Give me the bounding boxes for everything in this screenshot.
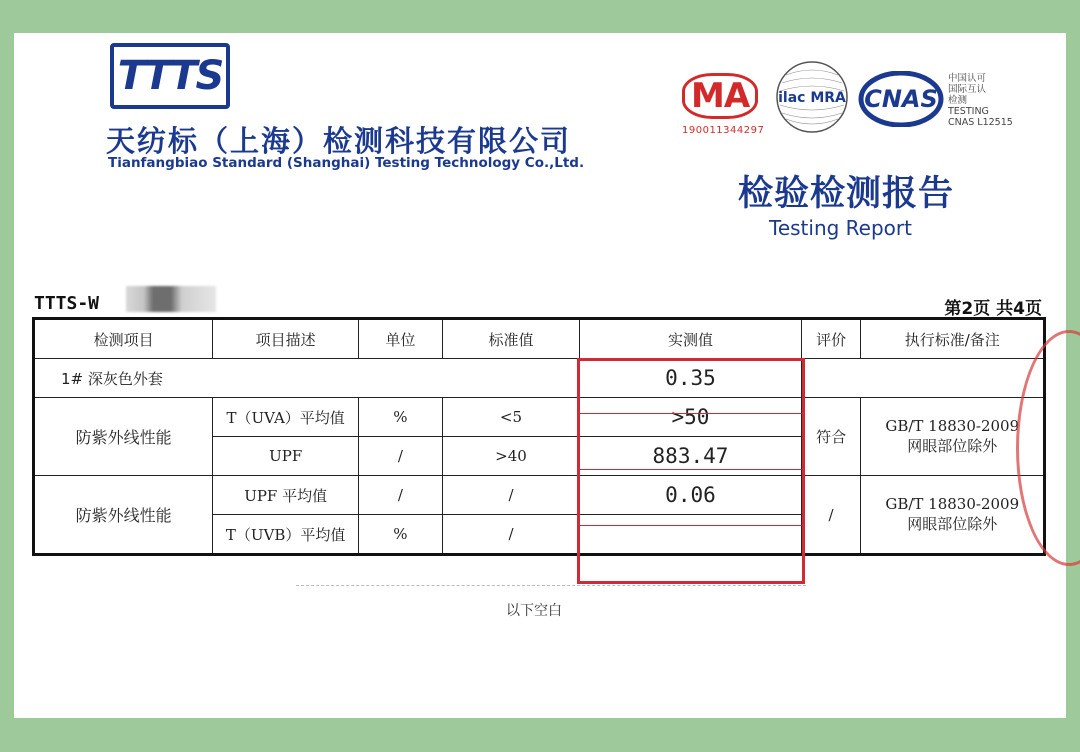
redacted-area [126,286,216,312]
cnas-text: CNAS [864,85,938,113]
standard-note-cell [861,476,1045,555]
standard-note: 网眼部位除外 [907,437,998,455]
header-cell: 单位 [358,319,442,359]
cnas-side-line: 中国认可 [948,73,987,84]
report-title-en: Testing Report [769,216,912,240]
highlight-divider [577,469,805,472]
ilac-text: ilac MRA [778,90,846,106]
standard-code: GB/T 18830-2009 [885,495,1020,513]
page-indicator: 第2页 共4页 [944,299,1042,319]
blank-below-note: 以下空白 [506,603,562,619]
cnas-logo [858,71,944,127]
unit-cell: / [358,437,442,476]
unit-cell: % [358,515,442,555]
cnas-side-line: 国际互认 [948,84,987,95]
results-table [32,317,1046,556]
result-cell: / [801,476,861,555]
table-header-row [34,319,1045,359]
highlight-divider [577,525,805,528]
standard-value-cell: >40 [442,437,580,476]
dashed-divider [296,585,806,586]
desc-cell: T（UVA）平均值 [213,398,359,437]
standard-value-cell: <5 [442,398,580,437]
cnas-side-line: CNAS L12515 [948,117,1013,128]
desc-cell: UPF [213,437,359,476]
ttts-logo [110,43,230,109]
report-title-cn: 检验检测报告 [738,174,955,214]
header-cell: 执行标准/备注 [861,319,1045,359]
cma-mark [682,73,768,136]
measured-value: 883.47 [580,437,801,476]
report-number: TTTS-W [34,293,100,314]
standard-value-cell: / [442,476,580,515]
cma-logo-text: MA [682,73,758,119]
header-cell: 标准值 [442,319,580,359]
cnas-side-text [948,73,1013,128]
table-row [34,398,1045,437]
unit-cell: % [358,398,442,437]
measured-value: >50 [580,398,801,437]
report-page [14,33,1066,718]
desc-cell: UPF 平均值 [213,476,359,515]
table-row [34,359,1045,398]
company-name-cn: 天纺标（上海）检测科技有限公司 [106,124,572,158]
logo-text: TTTS [117,53,223,99]
desc-cell: T（UVB）平均值 [213,515,359,555]
header-cell: 检测项目 [34,319,213,359]
unit-cell: / [358,476,442,515]
cnas-side-line: 检测 [948,95,968,106]
cnas-emblem [858,71,944,127]
highlight-divider [577,413,805,416]
result-cell: 符合 [801,398,861,476]
test-item-cell: 防紫外线性能 [34,476,213,555]
measured-value: 0.35 [580,359,801,398]
header-cell: 项目描述 [213,319,359,359]
standard-value-cell: / [442,515,580,555]
cnas-side-line: TESTING [948,106,989,117]
header-cell: 实测值 [580,319,801,359]
ilac-mra-logo [774,59,850,135]
table-row [34,476,1045,515]
standard-code: GB/T 18830-2009 [885,417,1020,435]
test-item-cell: 防紫外线性能 [34,398,213,476]
company-name-en: Tianfangbiao Standard (Shanghai) Testing Technology Co.,Ltd. [108,155,585,171]
header-cell: 评价 [801,319,861,359]
standard-note: 网眼部位除外 [907,515,998,533]
empty-cell [801,359,1044,398]
cma-number: 190011344297 [682,125,765,136]
measured-value: 0.06 [580,476,801,515]
sample-cell: 1# 深灰色外套 [34,359,580,398]
